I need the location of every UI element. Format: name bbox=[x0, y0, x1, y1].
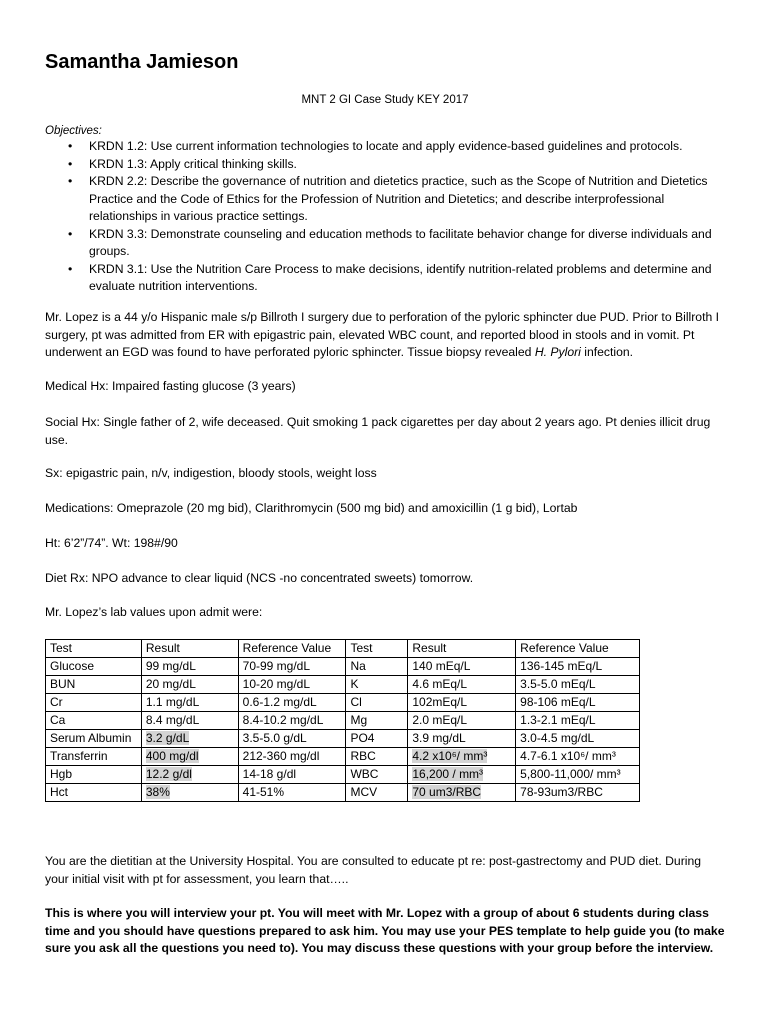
objective-item: • KRDN 2.2: Describe the governance of nutrition and dietetics practice, such as the Scope of Nutrition and Dietetics Practice and the Code of Ethics for the Profession of Nutrition and Dietetics; and describe interprofessional relationships in various practice settings. bbox=[45, 173, 725, 226]
lab-values-table bbox=[45, 639, 640, 802]
table-cell bbox=[238, 784, 346, 802]
cell-text: 3.0-4.5 mg/dL bbox=[520, 731, 595, 745]
cell-text: WBC bbox=[350, 767, 379, 781]
table-cell bbox=[516, 694, 640, 712]
cell-text: 20 mg/dL bbox=[145, 677, 196, 691]
cell-text: RBC bbox=[350, 749, 376, 763]
cell-text: 16,200 / mm³ bbox=[412, 767, 484, 781]
table-cell bbox=[346, 712, 408, 730]
table-cell bbox=[46, 784, 142, 802]
table-cell bbox=[238, 676, 346, 694]
table-cell bbox=[408, 748, 516, 766]
cell-text: BUN bbox=[50, 677, 76, 691]
table-cell bbox=[408, 730, 516, 748]
cell-text: 0.6-1.2 mg/dL bbox=[242, 695, 317, 709]
cell-text: Reference Value bbox=[242, 641, 332, 655]
table-header-row bbox=[46, 640, 640, 658]
cell-text: 38% bbox=[145, 785, 170, 799]
table-header-cell bbox=[408, 640, 516, 658]
table-row bbox=[46, 712, 640, 730]
objective-item: • KRDN 1.2: Use current information technologies to locate and apply evidence-based guidelines and protocols. bbox=[45, 138, 725, 156]
cell-text: Hct bbox=[50, 785, 68, 799]
cell-text: Cr bbox=[50, 695, 63, 709]
cell-text: 212-360 mg/dl bbox=[242, 749, 320, 763]
case-intro-text: Mr. Lopez is a 44 y/o Hispanic male s/p Billroth I surgery due to perforation of the pyloric sphincter due PUD. Prior to Billroth I surgery, pt was admitted from ER with epigastric pain, elevated WBC count, and reported blood in stools and in vomit. Pt underwent an EGD was found to have perforated pyloric sphincter. Tissue biopsy revealed bbox=[45, 310, 720, 359]
case-intro-paragraph bbox=[45, 309, 725, 362]
table-cell bbox=[516, 658, 640, 676]
cell-text: 4.6 mEq/L bbox=[412, 677, 468, 691]
cell-text: Cl bbox=[350, 695, 362, 709]
symptoms: Sx: epigastric pain, n/v, indigestion, bloody stools, weight loss bbox=[45, 466, 377, 480]
consult-paragraph: You are the dietitian at the University Hospital. You are consulted to educate pt re: post-gastrectomy and PUD diet. During your initial visit with pt for assessment, you learn that….. bbox=[45, 854, 702, 886]
cell-text: 1.3-2.1 mEq/L bbox=[520, 713, 596, 727]
cell-text: Ca bbox=[50, 713, 66, 727]
table-cell bbox=[141, 748, 238, 766]
objective-item: • KRDN 3.1: Use the Nutrition Care Process to make decisions, identify nutrition-related problems and determine and evaluate nutrition interventions. bbox=[45, 261, 725, 296]
cell-text: Result bbox=[145, 641, 180, 655]
table-row bbox=[46, 784, 640, 802]
table-cell bbox=[516, 784, 640, 802]
diet-prescription: Diet Rx: NPO advance to clear liquid (NCS -no concentrated sweets) tomorrow. bbox=[45, 571, 474, 585]
table-cell bbox=[141, 730, 238, 748]
table-cell bbox=[141, 676, 238, 694]
interview-instructions: This is where you will interview your pt. You will meet with Mr. Lopez with a group of about 6 students during class time and you should have questions prepared to ask him. You may use your PES template to help guide you (to make sure you ask all the questions you need to). You may discuss these questions with your group before the interview. bbox=[45, 906, 725, 955]
cell-text: 400 mg/dl bbox=[145, 749, 199, 763]
case-intro-end: infection. bbox=[580, 345, 634, 359]
table-cell bbox=[46, 676, 142, 694]
cell-text: 102mEq/L bbox=[412, 695, 468, 709]
cell-text: 5,800-11,000/ mm³ bbox=[520, 767, 621, 781]
table-cell bbox=[238, 730, 346, 748]
cell-text: Glucose bbox=[50, 659, 95, 673]
table-header-cell bbox=[46, 640, 142, 658]
cell-text: Reference Value bbox=[520, 641, 609, 655]
table-cell bbox=[408, 766, 516, 784]
table-cell bbox=[346, 676, 408, 694]
table-cell bbox=[46, 712, 142, 730]
cell-text: 99 mg/dL bbox=[145, 659, 196, 673]
table-cell bbox=[408, 784, 516, 802]
cell-text: 140 mEq/L bbox=[412, 659, 471, 673]
objectives-list bbox=[45, 138, 725, 296]
table-cell bbox=[346, 694, 408, 712]
table-header-cell bbox=[346, 640, 408, 658]
cell-text: 70-99 mg/dL bbox=[242, 659, 311, 673]
cell-text: 3.5-5.0 g/dL bbox=[242, 731, 307, 745]
height-weight: Ht: 6’2”/74”. Wt: 198#/90 bbox=[45, 536, 178, 550]
cell-text: Transferrin bbox=[50, 749, 108, 763]
table-cell bbox=[238, 748, 346, 766]
cell-text: Na bbox=[350, 659, 366, 673]
cell-text: 3.5-5.0 mEq/L bbox=[520, 677, 596, 691]
cell-text: 3.2 g/dL bbox=[145, 731, 190, 745]
case-intro-organism: H. Pylori bbox=[534, 345, 581, 359]
table-cell bbox=[141, 784, 238, 802]
table-row bbox=[46, 748, 640, 766]
table-cell bbox=[141, 712, 238, 730]
cell-text: PO4 bbox=[350, 731, 375, 745]
social-history: Social Hx: Single father of 2, wife deceased. Quit smoking 1 pack cigarettes per day about 2 years ago. Pt denies illicit drug use. bbox=[45, 415, 711, 447]
table-row bbox=[46, 676, 640, 694]
table-cell bbox=[408, 694, 516, 712]
objective-item: • KRDN 3.3: Demonstrate counseling and education methods to facilitate behavior change for diverse individuals and groups. bbox=[45, 226, 725, 261]
objectives-label: Objectives: bbox=[45, 125, 102, 137]
cell-text: 41-51% bbox=[242, 785, 285, 799]
table-cell bbox=[408, 712, 516, 730]
cell-text: Hgb bbox=[50, 767, 73, 781]
cell-text: 10-20 mg/dL bbox=[242, 677, 311, 691]
table-cell bbox=[346, 730, 408, 748]
cell-text: 3.9 mg/dL bbox=[412, 731, 466, 745]
table-cell bbox=[346, 748, 408, 766]
cell-text: K bbox=[350, 677, 359, 691]
table-cell bbox=[346, 766, 408, 784]
table-cell bbox=[516, 730, 640, 748]
cell-text: 8.4 mg/dL bbox=[145, 713, 200, 727]
table-header-cell bbox=[516, 640, 640, 658]
objective-item: • KRDN 1.3: Apply critical thinking skills. bbox=[45, 156, 725, 174]
cell-text: Mg bbox=[350, 713, 368, 727]
cell-text: 136-145 mEq/L bbox=[520, 659, 603, 673]
table-cell bbox=[346, 784, 408, 802]
table-cell bbox=[346, 658, 408, 676]
lab-intro: Mr. Lopez’s lab values upon admit were: bbox=[45, 605, 263, 619]
table-row bbox=[46, 694, 640, 712]
table-cell bbox=[238, 658, 346, 676]
cell-text: 70 um3/RBC bbox=[412, 785, 482, 799]
table-cell bbox=[46, 658, 142, 676]
table-cell bbox=[141, 766, 238, 784]
author-name: Samantha Jamieson bbox=[45, 51, 239, 73]
cell-text: 4.7-6.1 x10⁶/ mm³ bbox=[520, 749, 616, 763]
table-cell bbox=[46, 694, 142, 712]
table-cell bbox=[238, 694, 346, 712]
medications: Medications: Omeprazole (20 mg bid), Clarithromycin (500 mg bid) and amoxicillin (1 g bid), Lortab bbox=[45, 501, 578, 515]
table-cell bbox=[408, 676, 516, 694]
cell-text: Result bbox=[412, 641, 447, 655]
cell-text: 12.2 g/dl bbox=[145, 767, 192, 781]
table-cell bbox=[238, 766, 346, 784]
table-cell bbox=[141, 694, 238, 712]
table-cell bbox=[516, 766, 640, 784]
table-cell bbox=[516, 676, 640, 694]
document-subtitle: MNT 2 GI Case Study KEY 2017 bbox=[301, 94, 469, 106]
table-header-cell bbox=[141, 640, 238, 658]
cell-text: Test bbox=[350, 641, 373, 655]
cell-text: 1.1 mg/dL bbox=[145, 695, 200, 709]
cell-text: 14-18 g/dl bbox=[242, 767, 297, 781]
cell-text: 78-93um3/RBC bbox=[520, 785, 603, 799]
table-cell bbox=[238, 712, 346, 730]
cell-text: 2.0 mEq/L bbox=[412, 713, 468, 727]
cell-text: MCV bbox=[350, 785, 378, 799]
table-cell bbox=[46, 766, 142, 784]
medical-history: Medical Hx: Impaired fasting glucose (3 years) bbox=[45, 379, 296, 393]
table-cell bbox=[46, 748, 142, 766]
cell-text: 8.4-10.2 mg/dL bbox=[242, 713, 324, 727]
table-cell bbox=[516, 748, 640, 766]
cell-text: Test bbox=[50, 641, 73, 655]
table-row bbox=[46, 658, 640, 676]
table-row bbox=[46, 730, 640, 748]
table-cell bbox=[408, 658, 516, 676]
cell-text: Serum Albumin bbox=[50, 731, 132, 745]
table-cell bbox=[141, 658, 238, 676]
table-header-cell bbox=[238, 640, 346, 658]
cell-text: 98-106 mEq/L bbox=[520, 695, 596, 709]
cell-text: 4.2 x10⁶/ mm³ bbox=[412, 749, 488, 763]
table-row bbox=[46, 766, 640, 784]
table-cell bbox=[46, 730, 142, 748]
table-cell bbox=[516, 712, 640, 730]
